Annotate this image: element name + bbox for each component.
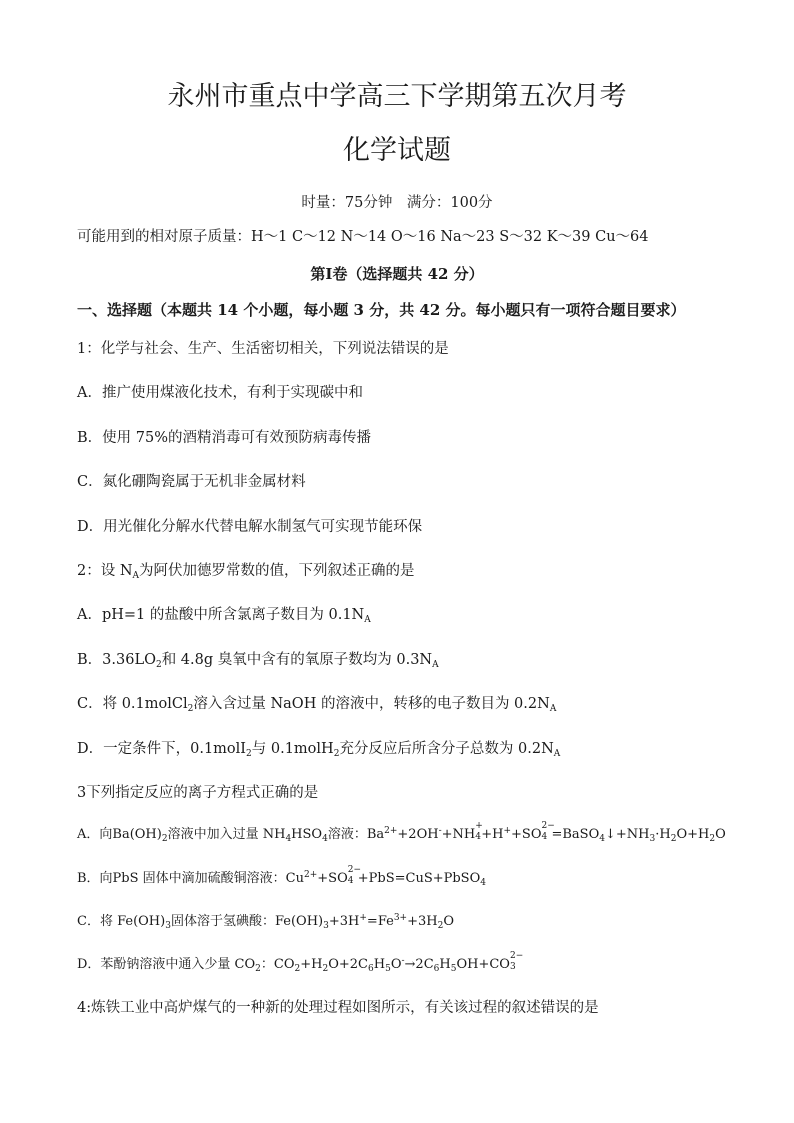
q2-option-a: A．pH=1 的盐酸中所含氯离子数目为 $0.1N_A$ [77,607,371,625]
q1-option-b: B．使用 75%的酒精消毒可有效预防病毒传播 [77,430,371,446]
exam-info: 时量：75分钟 满分：100分 [301,195,493,211]
q1-option-a: A．推广使用煤液化技术，有利于实现碳中和 [77,385,363,401]
q3-option-c: C．将 $Fe(OH)_3$固体溶于氢碘酸：$Fe(OH)_3+3H^+=Fe^{3+}+3H_2O$ [77,913,455,931]
volume-title: 第Ⅰ卷（选择题共 42 分） [310,265,484,283]
subject-title: 化学试题 [343,135,451,166]
q3-stem: 3下列指定反应的离子方程式正确的是 [77,785,319,801]
q2-stem: 2：设 $N_A$为阿伏加德罗常数的值，下列叙述正确的是 [77,563,415,581]
part-title: 一、选择题（本题共 14 个小题，每小题 3 分，共 42 分。每小题只有一项符合题目要求） [77,301,686,319]
q2-option-b: B．$3.36LO_2$和 4.8g 臭氧中含有的氧原子数均为 $0.3N_A$ [77,652,439,670]
atomic-masses: 可能用到的相对原子质量：H～1 C～12 N～14 O～16 Na～23 S～32 K～39 Cu～64 [77,229,649,245]
q1-option-d: D．用光催化分解水代替电解水制氢气可实现节能环保 [77,519,423,535]
q1-option-c: C．氮化硼陶瓷属于无机非金属材料 [77,474,306,490]
q4-stem: 4:炼铁工业中高炉煤气的一种新的处理过程如图所示，有关该过程的叙述错误的是 [77,1000,599,1016]
q1-stem: 1：化学与社会、生产、生活密切相关，下列说法错误的是 [77,341,449,357]
q3-option-b: B．向PbS 固体中滴加硫酸铜溶液：$Cu^{2+}+SO$ 2− 4 +PbS=CuS+PbSO$_4$ [77,865,486,888]
q2-option-c: C．将 0.1molCl$_2$溶入含过量 NaOH 的溶液中，转移的电子数目为 $0.2N_A$ [77,696,557,714]
q3-option-d: D．苯酚钠溶液中通入少量 $CO_2$：$CO_2+H_2O+2C_6H_5O^-\to 2C_6H_5OH+CO$ 2− 3 [77,951,524,974]
q3-option-a: A．向$Ba(OH)_2$溶液中加入过量 $NH_4HSO_4$溶液：$Ba^{2+}+2OH^-+NH$ + 4 +H++SO 2− 4 $=BaSO_4↓+NH_3\cdot H_2O+H_2O$ [77,821,726,844]
exam-title: 永州市重点中学高三下学期第五次月考 [167,81,627,112]
q2-option-d: D．一定条件下，0.1molI$_2$与 0.1molH$_2$充分反应后所含分子总数为 $0.2N_A$ [77,741,561,759]
